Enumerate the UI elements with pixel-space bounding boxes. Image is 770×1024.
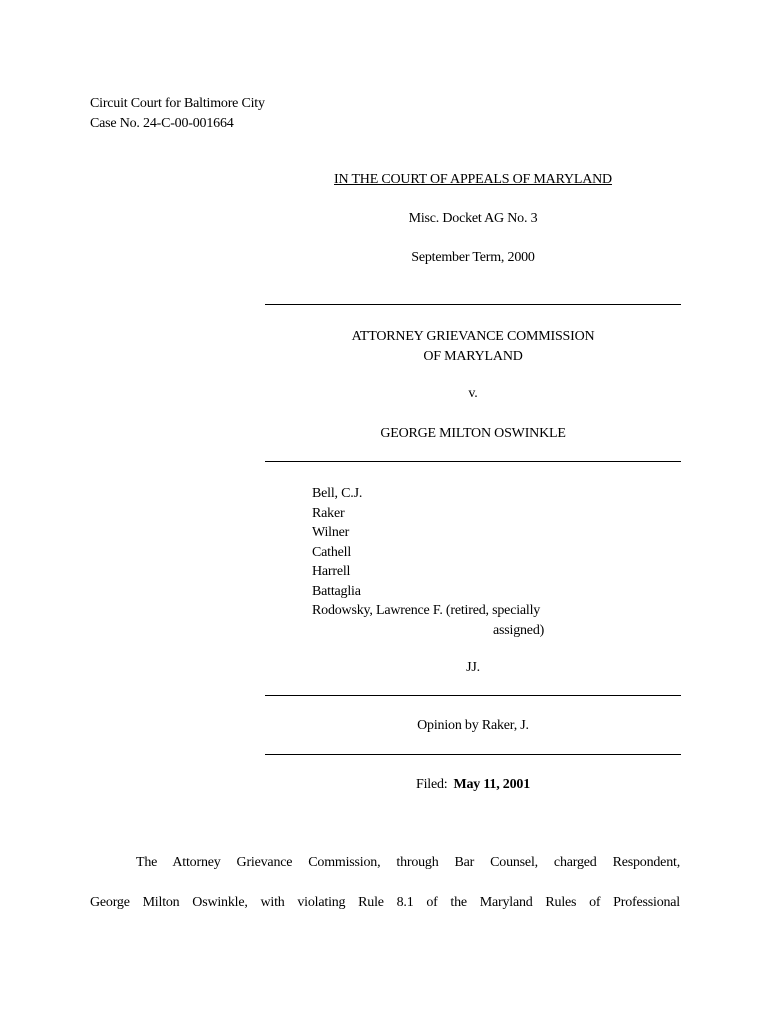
versus: v. [468, 386, 478, 401]
petitioner-line-2: OF MARYLAND [423, 349, 523, 364]
judges-list [312, 484, 544, 640]
lower-court-block [90, 94, 265, 134]
lower-court-name: Circuit Court for Baltimore City [90, 96, 265, 111]
judge-name: Bell, C.J. [312, 486, 363, 501]
term: September Term, 2000 [411, 250, 535, 265]
filed-line [265, 777, 681, 793]
judge-name: Battaglia [312, 583, 361, 599]
divider [265, 304, 681, 305]
body-line: George Milton Oswinkle, with violating Rule 8.1 of the Maryland Rules of Professional [90, 895, 680, 910]
petitioner-line-1: ATTORNEY GRIEVANCE COMMISSION [351, 329, 595, 344]
opinion-author: Opinion by Raker, J. [417, 718, 529, 733]
judge-name: Raker [312, 505, 345, 521]
judge-name-continuation: assigned) [493, 622, 545, 638]
divider [265, 695, 681, 696]
case-number: Case No. 24-C-00-001664 [90, 116, 234, 131]
judge-name: Rodowsky, Lawrence F. (retired, specially [312, 603, 541, 618]
petitioner [265, 327, 681, 367]
judge-name: Wilner [312, 525, 350, 540]
filed-label: Filed: [415, 777, 448, 792]
divider [265, 754, 681, 755]
body-line: The Attorney Grievance Commission, through Bar Counsel, charged Respondent, [136, 855, 680, 870]
judge-name: Harrell [312, 564, 351, 579]
docket-number: Misc. Docket AG No. 3 [408, 211, 538, 226]
court-title: IN THE COURT OF APPEALS OF MARYLAND [334, 172, 612, 187]
respondent: GEORGE MILTON OSWINKLE [380, 426, 566, 441]
divider [265, 461, 681, 462]
jj-label: JJ. [466, 660, 480, 675]
filed-date: May 11, 2001 [453, 777, 531, 792]
judge-name: Cathell [312, 544, 352, 560]
